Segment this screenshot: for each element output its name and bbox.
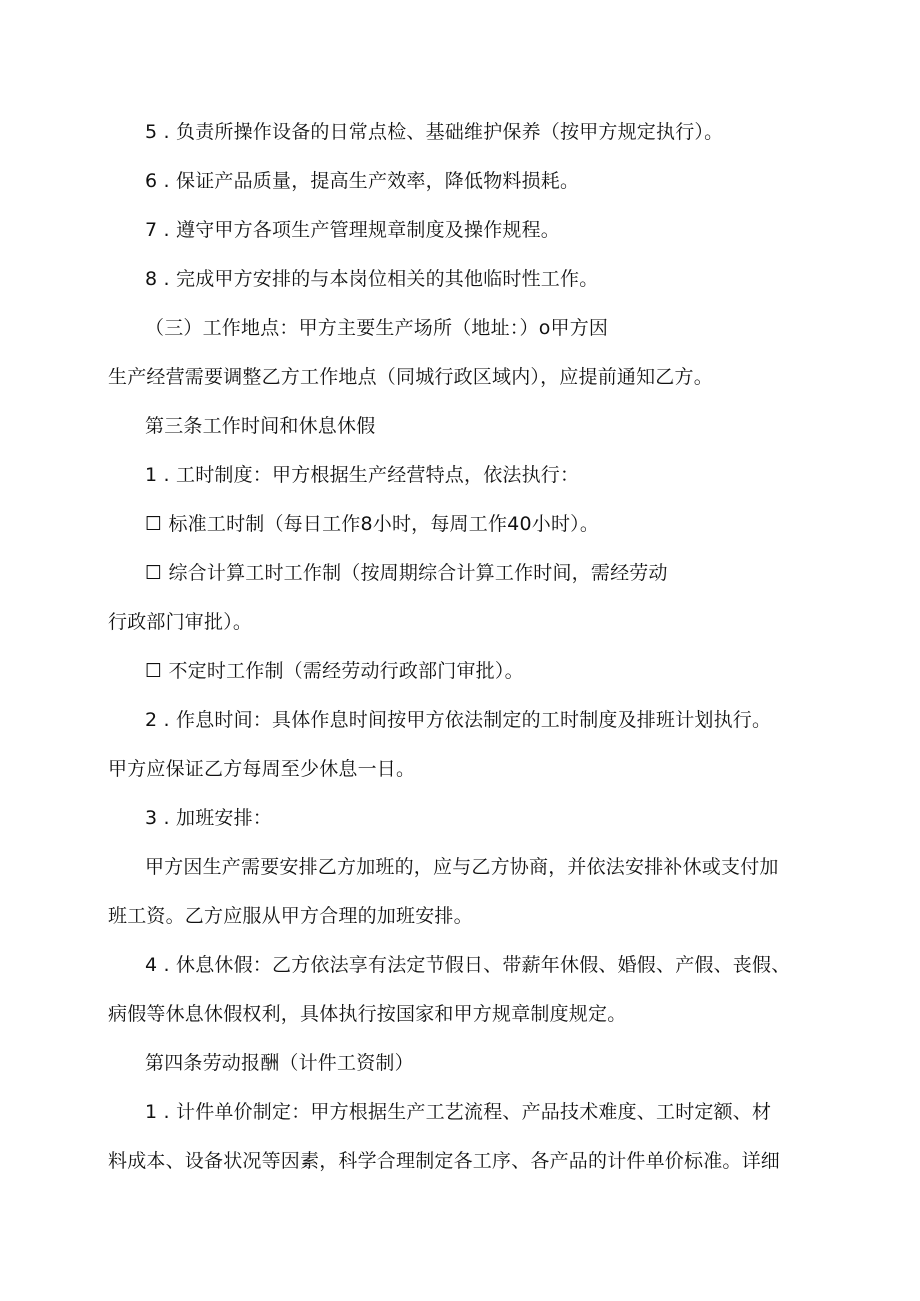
rest-time-item-2-line-1: 2 . 作息时间：具体作息时间按甲方依法制定的工时制度及排班计划执行。 (145, 709, 772, 731)
piece-rate-item-1-line-2: 料成本、设备状况等因素，科学合理制定各工序、各产品的计件单价标准。详细 (108, 1150, 781, 1172)
article-3-heading: 第三条工作时间和休息休假 (145, 415, 376, 437)
duty-item-6: 6 . 保证产品质量，提高生产效率，降低物料损耗。 (145, 170, 580, 192)
overtime-item-3: 3 . 加班安排： (145, 807, 273, 829)
duty-item-5: 5 . 负责所操作设备的日常点检、基础维护保养（按甲方规定执行）。 (145, 121, 724, 143)
overtime-paragraph-line-2: 班工资。乙方应服从甲方合理的加班安排。 (108, 905, 473, 927)
duty-item-8: 8 . 完成甲方安排的与本岗位相关的其他临时性工作。 (145, 268, 599, 290)
work-location-line-2: 生产经营需要调整乙方工作地点（同城行政区域内），应提前通知乙方。 (108, 366, 713, 388)
leave-item-4-line-2: 病假等休息休假权利，具体执行按国家和甲方规章制度规定。 (108, 1003, 627, 1025)
checkbox-option-comprehensive-line-2: 行政部门审批）。 (108, 611, 253, 633)
article-4-heading: 第四条劳动报酬（计件工资制） (145, 1052, 414, 1074)
overtime-paragraph-line-1: 甲方因生产需要安排乙方加班的，应与乙方协商，并依法安排补休或支付加 (145, 856, 779, 878)
checkbox-option-standard: ☐ 标准工时制（每日工作8小时，每周工作40小时）。 (145, 513, 600, 535)
checkbox-option-comprehensive-line-1: ☐ 综合计算工时工作制（按周期综合计算工作时间，需经劳动 (145, 562, 668, 584)
duty-item-7: 7 . 遵守甲方各项生产管理规章制度及操作规程。 (145, 219, 561, 241)
rest-time-item-2-line-2: 甲方应保证乙方每周至少休息一日。 (108, 758, 416, 780)
piece-rate-item-1-line-1: 1 . 计件单价制定：甲方根据生产工艺流程、产品技术难度、工时定额、材 (145, 1101, 772, 1123)
leave-item-4-line-1: 4 . 休息休假：乙方依法享有法定节假日、带薪年休假、婚假、产假、丧假、 (145, 954, 791, 976)
working-hours-item-1: 1 . 工时制度：甲方根据生产经营特点，依法执行： (145, 464, 580, 486)
checkbox-option-flexible: ☐ 不定时工作制（需经劳动行政部门审批）。 (145, 660, 524, 682)
work-location-line-1: （三）工作地点：甲方主要生产场所（地址：）o甲方因 (145, 317, 609, 339)
